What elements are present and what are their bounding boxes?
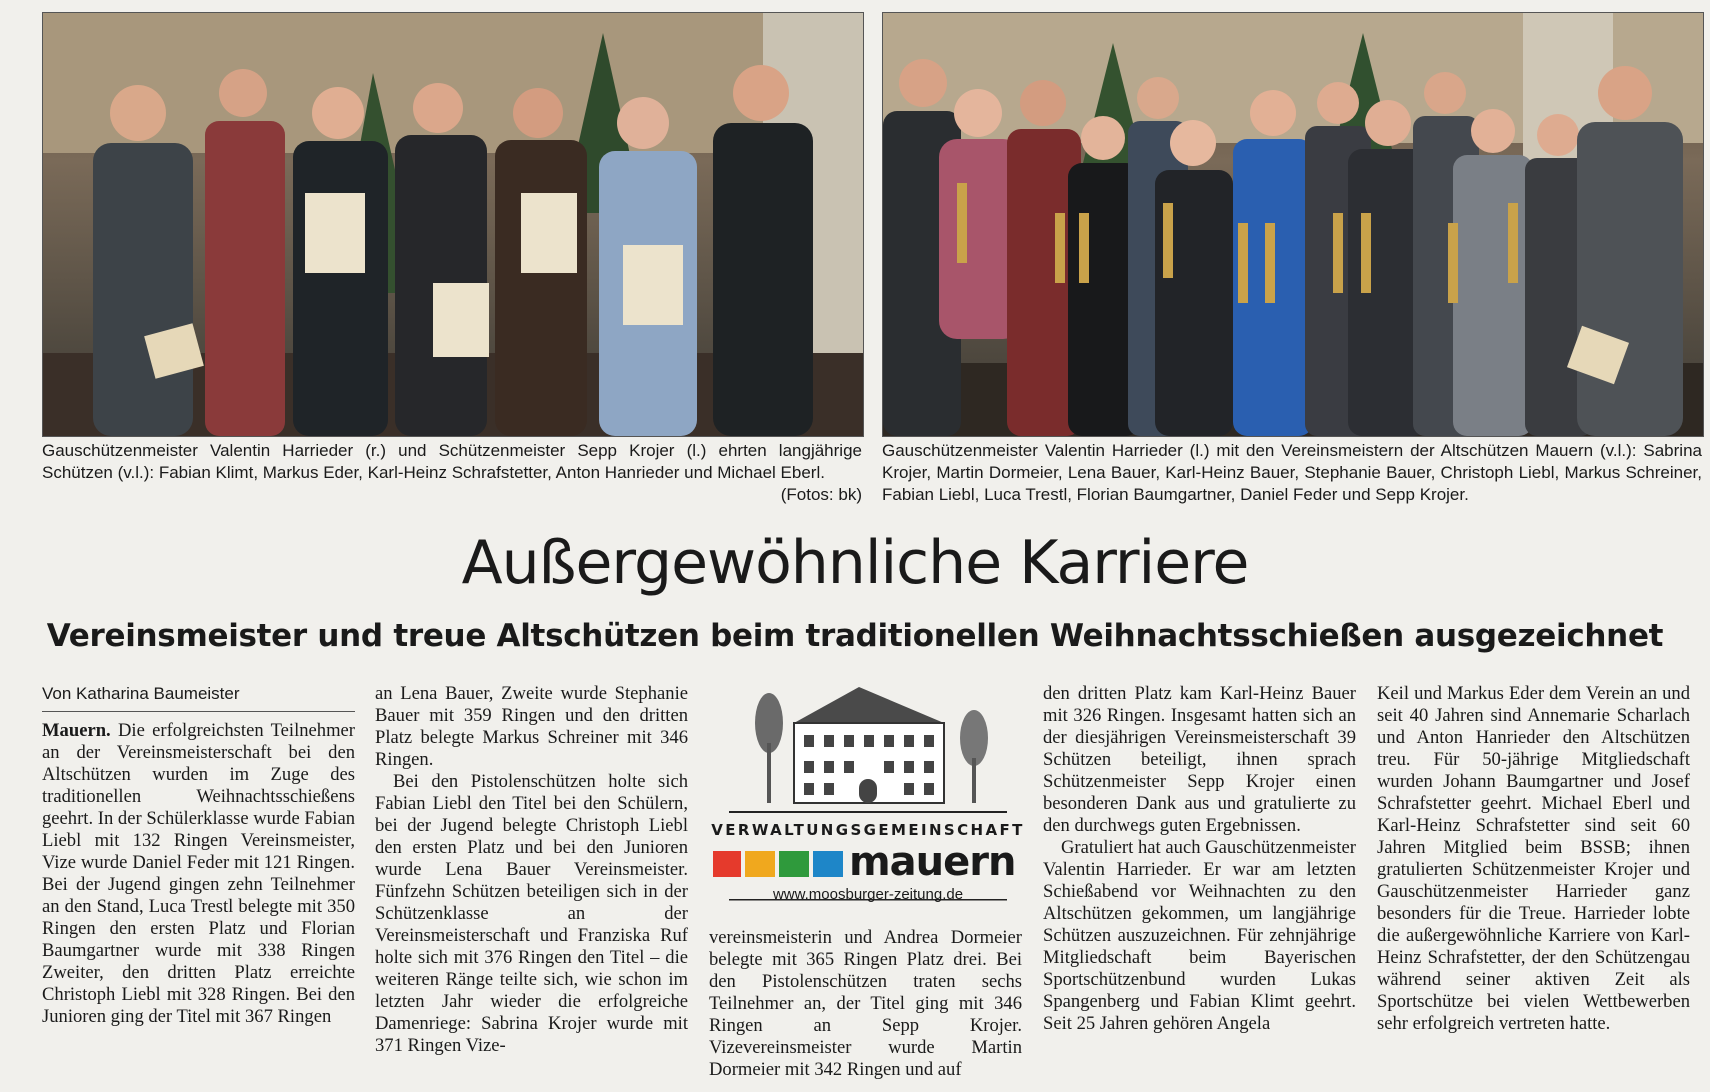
article-subheadline: Vereinsmeister und treue Altschützen beim traditionellen Weihnachtsschießen ausgezeichnet	[46, 618, 1664, 654]
article-paragraph: Bei den Pistolenschützen holte sich Fabian Liebl den Titel bei den Schülern, bei der Jugend belegte Christoph Liebl den ersten Platz und bei den Junioren wurde Lena Bauer Vereinsmeister. Fünfzehn Schützen beteiligen sich in der Schützenklasse an der Vereinsmeisterschaft und Franziska Ruf holte sich mit 376 Ringen den Titel – die weiteren Ränge teilte sich, wie schon im letzten Jahr wieder die erfolgreiche Damenriege: Sabrina Krojer wurde mit 371 Ringen Vize-	[375, 771, 688, 1056]
photo-caption-right	[882, 440, 1702, 506]
photo-club-champions-image	[883, 13, 1703, 436]
logo-url: www.moosburger-zeitung.de	[772, 886, 964, 903]
logo-name: mauern	[849, 839, 1016, 885]
photo-honorees	[42, 12, 864, 437]
vg-mauern-logo	[709, 683, 1027, 908]
article-column-4	[1043, 683, 1356, 1035]
photo-credit: (Fotos: bk)	[780, 485, 862, 504]
article-paragraph: Keil und Markus Eder dem Verein an und seit 40 Jahren sind Annemarie Scharlach und Anton Hanrieder den Altschützen treu. Für 50-jährige Mitgliedschaft wurden Johann Baumgartner und Josef Schrafstetter geehrt. Michael Eberl und Karl-Heinz Schrafstetter sind seit 60 Jahren Mitglied beim BSSB; ihnen gratulierten Schützenmeister Krojer und Gauschützenmeister Harrieder ganz besonders für die Treue. Harrieder lobte die außergewöhnliche Karriere von Karl-Heinz Schrafstetter, der den Schützengau während seiner aktiven Zeit als Sportschütze bei vielen Wettbewerben sehr erfolgreich vertreten hatte.	[1377, 683, 1690, 1034]
article-column-2	[375, 683, 688, 1057]
article-headline: Außergewöhnliche Karriere	[461, 528, 1249, 598]
article-paragraph: Gratuliert hat auch Gauschützenmeister Valentin Harrieder. Er war am letzten Schießabend vor Weihnachten zu den Altschützen gekommen, um langjährige Schützen auszuzeichnen. Für zehnjährige Mitgliedschaft beim Bayerischen Sportschützenbund wurden Lukas Spangenberg und Fabian Klimt geehrt. Seit 25 Jahren gehören Angela	[1043, 837, 1356, 1034]
article-byline: Von Katharina Baumeister	[42, 683, 355, 712]
photo-caption-left	[42, 440, 862, 506]
caption-right-text: Gauschützenmeister Valentin Harrieder (l.) mit den Vereinsmeistern der Altschützen Mauern (v.l.): Sabrina Krojer, Martin Dormeier, Lena Bauer, Karl-Heinz Bauer, Stephanie Bauer, Christoph Liebl, Markus Schreiner, Fabian Liebl, Luca Trestl, Florian Baumgartner, Daniel Feder und Sepp Krojer.	[882, 441, 1702, 504]
photo-club-champions	[882, 12, 1704, 437]
article-column-3	[709, 927, 1022, 1081]
photo-honorees-image	[43, 13, 863, 436]
article-dateline: Mauern.	[42, 720, 111, 741]
article-paragraph	[42, 720, 355, 1028]
article-column-5	[1377, 683, 1690, 1035]
article-paragraph: an Lena Bauer, Zweite wurde Stephanie Bauer mit 359 Ringen und den dritten Platz belegte Markus Schreiner mit 346 Ringen.	[375, 683, 688, 770]
article-column-1	[42, 683, 355, 1028]
logo-wordmark: VERWALTUNGSGEMEINSCHAFT	[711, 821, 1025, 839]
article-paragraph: den dritten Platz kam Karl-Heinz Bauer mit 326 Ringen. Insgesamt hatten sich an der diesjährigen Vereinsmeisterschaft 39 Schützen beteiligt, ihnen sprach Schützenmeister Sepp Krojer einen besonderen Dank aus und gratulierte zu den durchwegs guten Ergebnissen.	[1043, 683, 1356, 836]
article-text: Die erfolgreichsten Teilnehmer an der Vereinsmeisterschaft bei den Altschützen wurden im Zuge des traditionellen Weihnachtsschießens geehrt. In der Schülerklasse wurde Fabian Liebl mit 132 Ringen Vereinsmeister, Vize wurde Daniel Feder mit 121 Ringen. Bei der Jugend gingen zehn Teilnehmer an den Stand, Luca Trestl belegte mit 350 Ringen den ersten Platz und Florian Baumgartner wurde mit 338 Ringen Zweiter, den dritten Platz erreichte Christoph Liebl mit 328 Ringen. Bei den Junioren ging der Titel mit 367 Ringen	[42, 720, 355, 1027]
caption-left-text: Gauschützenmeister Valentin Harrieder (r.) und Schützenmeister Sepp Krojer (l.) ehrten langjährige Schützen (v.l.): Fabian Klimt, Markus Eder, Karl-Heinz Schrafstetter, Anton Hanrieder und Michael Eberl.	[42, 441, 862, 482]
article-paragraph: vereinsmeisterin und Andrea Dormeier belegte mit 365 Ringen Platz drei. Bei den Pistolenschützen traten sechs Teilnehmer an, der Titel ging mit 346 Ringen an Sepp Krojer. Vizevereinsmeister wurde Martin Dormeier mit 342 Ringen und auf	[709, 927, 1022, 1080]
